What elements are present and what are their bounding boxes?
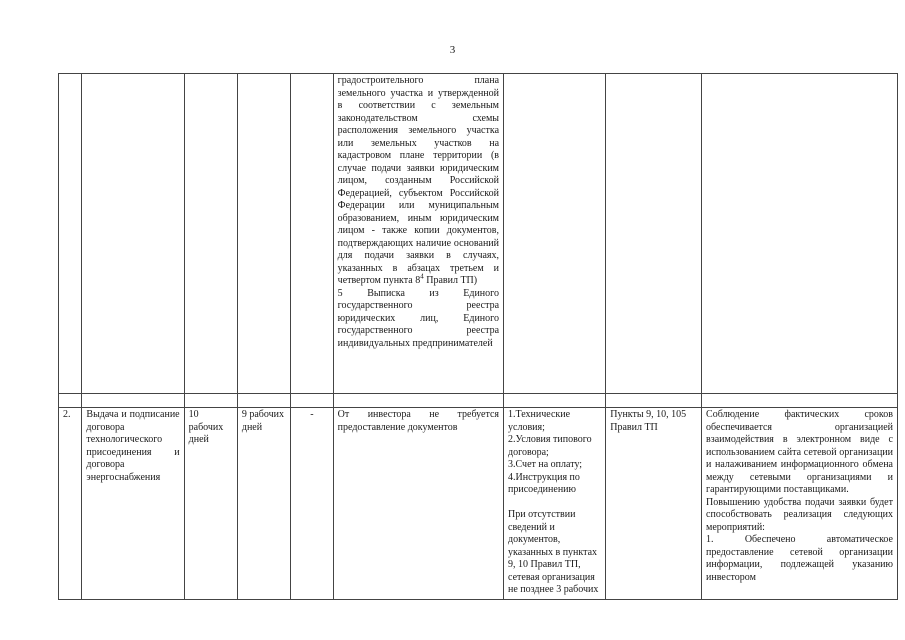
cell-norm: Пункты 9, 10, 105 Правил ТП — [606, 408, 702, 600]
documents-text: градостроительного плана земельного участка и утвержденной в соответствии с земельным законодательством схемы расположения земельного участка или земельных участков на кадастровом плане территории (в случае подачи заявки юридическим лицом, созданным Российской Федерацией, субъектом Российской Федерации или муниципальным образованием, иным юридическим лицом - также копии документов, подтверждающих наличие оснований для подачи заявки в случаях, указанных в абзацах третьем и четвертом пункта 8 — [337, 75, 500, 286]
cell-results: 1.Технические условия; 2.Условия типового договора; 3.Счет на оплату; 4.Инструкция по присоединению При отсутствии сведений и документов, указанных в пунктах 9, 10 Правил ТП, сетевая организация не позднее 3 рабочих — [504, 408, 606, 600]
documents-superscript: 4 — [420, 272, 424, 281]
cell-note-empty — [702, 74, 898, 394]
table-row-gap — [59, 394, 898, 408]
table-row-2 — [59, 408, 898, 600]
cell-term1-empty — [184, 74, 237, 394]
cell-term-actual: 9 рабочих дней — [237, 408, 290, 600]
documents-item-5: 5 Выписка из Единого государственного реестра юридических лиц, Единого государственного реестра индивидуальных предпринимателей — [337, 287, 500, 349]
cell-number: 2. — [59, 408, 82, 600]
cell-term-standard: 10 рабочих дней — [184, 408, 237, 600]
cell-note: Соблюдение фактических сроков обеспечивается организацией взаимодействия в электронном виде с использованием сайта сетевой организации и налаживанием информационного обмена между сетевыми организациями и гарантирующими поставщиками. Повышению удобства подачи заявки будет способствовать реализация следующих мероприятий: 1. Обеспечено автоматическое предоставление сетевой организации информации, подлежащей указанию инвестором — [702, 408, 898, 600]
cell-documents-continued — [333, 74, 503, 394]
cell-term2-empty — [237, 74, 290, 394]
cell-name-empty — [82, 74, 184, 394]
cell-number-empty — [59, 74, 82, 394]
cell-documents: От инвестора не требуется предоставление документов — [333, 408, 503, 600]
table-row-continued — [59, 74, 898, 394]
cell-dash: - — [291, 408, 334, 600]
cell-dash-empty — [291, 74, 334, 394]
page-number: 3 — [449, 44, 456, 56]
procedure-table — [58, 73, 898, 600]
cell-results-empty — [504, 74, 606, 394]
cell-norm-empty — [606, 74, 702, 394]
cell-procedure-name: Выдача и подписание договора технологического присоединения и договора энергоснабжения — [82, 408, 184, 600]
documents-text-tail: Правил ТП) — [423, 275, 478, 286]
